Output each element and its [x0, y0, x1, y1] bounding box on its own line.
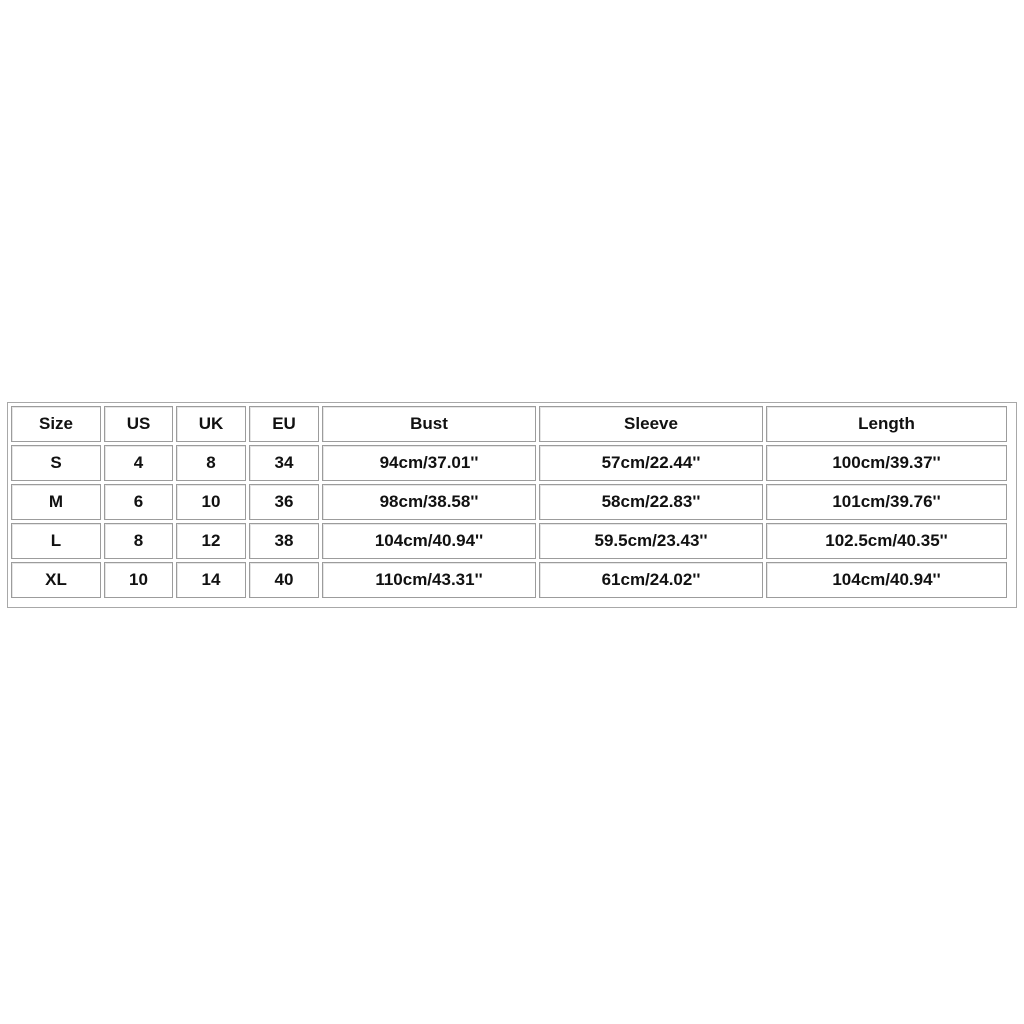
table-row: [11, 523, 1007, 559]
cell-bust: 98cm/38.58'': [322, 484, 536, 520]
header-bust: Bust: [322, 406, 536, 442]
cell-us: 8: [104, 523, 173, 559]
header-row: [11, 406, 1007, 442]
cell-eu: 40: [249, 562, 319, 598]
header-length: Length: [766, 406, 1007, 442]
header-us: US: [104, 406, 173, 442]
table-row: [11, 445, 1007, 481]
cell-sleeve: 61cm/24.02'': [539, 562, 763, 598]
cell-size: M: [11, 484, 101, 520]
cell-us: 10: [104, 562, 173, 598]
cell-eu: 34: [249, 445, 319, 481]
cell-size: XL: [11, 562, 101, 598]
cell-uk: 10: [176, 484, 246, 520]
cell-us: 4: [104, 445, 173, 481]
cell-bust: 94cm/37.01'': [322, 445, 536, 481]
cell-uk: 8: [176, 445, 246, 481]
cell-sleeve: 59.5cm/23.43'': [539, 523, 763, 559]
cell-size: S: [11, 445, 101, 481]
cell-uk: 14: [176, 562, 246, 598]
cell-sleeve: 58cm/22.83'': [539, 484, 763, 520]
cell-length: 100cm/39.37'': [766, 445, 1007, 481]
cell-bust: 104cm/40.94'': [322, 523, 536, 559]
cell-length: 102.5cm/40.35'': [766, 523, 1007, 559]
cell-sleeve: 57cm/22.44'': [539, 445, 763, 481]
header-size: Size: [11, 406, 101, 442]
header-uk: UK: [176, 406, 246, 442]
cell-us: 6: [104, 484, 173, 520]
table-row: [11, 562, 1007, 598]
cell-uk: 12: [176, 523, 246, 559]
cell-length: 104cm/40.94'': [766, 562, 1007, 598]
cell-size: L: [11, 523, 101, 559]
size-chart: [7, 402, 1017, 608]
header-sleeve: Sleeve: [539, 406, 763, 442]
cell-bust: 110cm/43.31'': [322, 562, 536, 598]
table-row: [11, 484, 1007, 520]
cell-eu: 36: [249, 484, 319, 520]
size-table: [8, 403, 1010, 601]
header-eu: EU: [249, 406, 319, 442]
cell-eu: 38: [249, 523, 319, 559]
cell-length: 101cm/39.76'': [766, 484, 1007, 520]
